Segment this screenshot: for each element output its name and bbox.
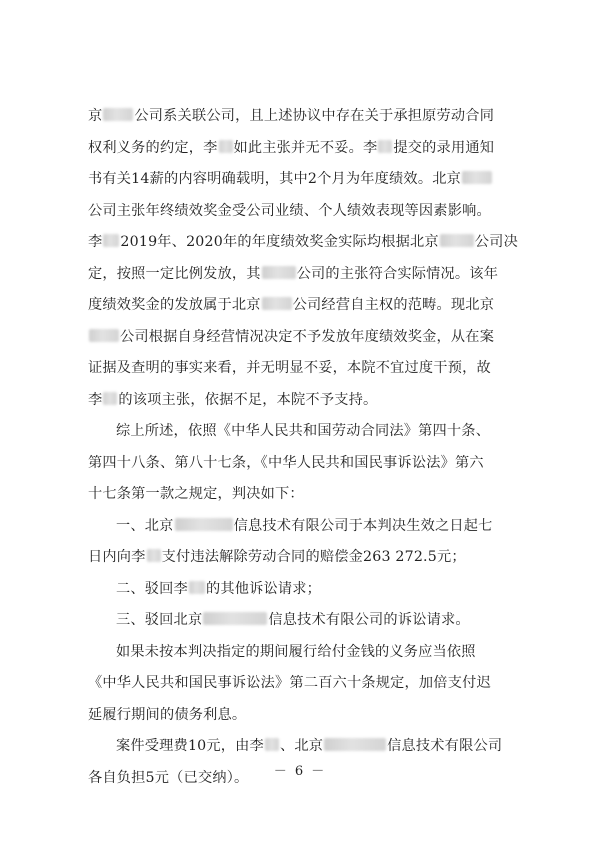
page-number: － 6 － <box>273 764 327 779</box>
redacted-name <box>324 738 386 751</box>
text-fragment: 延履行期间的债务利息。 <box>88 706 247 723</box>
text-fragment: 的该项主张，依据不足，本院不予支持。 <box>118 391 378 408</box>
text-line <box>88 353 520 385</box>
text-fragment: 证据及查明的事实来看，并无明显不妥，本院不宜过度干预，故 <box>88 360 491 376</box>
text-line <box>88 196 520 228</box>
redacted-name <box>89 329 119 342</box>
redacted-name <box>378 140 392 153</box>
text-fragment: 信息技术有限公司的诉讼请求。 <box>268 612 470 628</box>
text-fragment: 公司主张年终绩效奖金受公司业绩、个人绩效表现等因素影响。 <box>88 202 491 219</box>
redacted-name <box>103 392 117 405</box>
text-fragment: 的其他诉讼请求； <box>205 580 322 597</box>
text-fragment: 日内向李 <box>88 549 146 565</box>
text-line <box>88 259 520 291</box>
text-line <box>88 637 520 669</box>
text-fragment: 京 <box>88 108 103 124</box>
redacted-name <box>219 140 233 153</box>
text-line <box>88 668 520 700</box>
text-line <box>88 731 520 763</box>
redacted-name <box>462 171 492 184</box>
text-line <box>88 164 520 196</box>
redacted-name <box>175 518 233 531</box>
text-fragment: 公司系关联公司，且上述协议中存在关于承担原劳动合同 <box>134 108 495 124</box>
text-line <box>88 385 520 417</box>
text-line <box>88 605 520 637</box>
text-line <box>88 101 520 133</box>
text-fragment: 支付违法解除劳动合同的赔偿金263 272.5元； <box>161 549 466 565</box>
judgment-body <box>88 101 520 794</box>
redacted-name <box>262 297 292 310</box>
text-fragment: 2019年、2020年的年度绩效奖金实际均根据北京 <box>120 234 439 250</box>
text-fragment: 书有关14薪的内容明确载明，其中2个月为年度绩效。北京 <box>88 171 461 187</box>
text-fragment: 公司的主张符合实际情况。该年 <box>296 265 499 282</box>
text-fragment: 《中华人民共和国民事诉讼法》第二百六十条规定，加倍支付迟 <box>88 675 491 691</box>
text-line <box>88 542 520 574</box>
text-fragment: 案件受理费10元，由李 <box>116 738 264 754</box>
text-fragment: 综上所述，依照《中华人民共和国劳动合同法》第四十条、 <box>116 423 491 439</box>
text-fragment: 第四十八条、第八十七条，《中华人民共和国民事诉讼法》第六 <box>88 454 484 471</box>
text-fragment: 各自负担5元（已交纳）。 <box>88 769 249 786</box>
text-line <box>88 479 520 511</box>
redacted-name <box>147 549 161 562</box>
text-fragment: 十七条第一款之规定，判决如下： <box>88 486 304 502</box>
text-fragment: 、北京 <box>279 738 324 754</box>
text-fragment: 如此主张并无不妥。李 <box>233 139 378 156</box>
redacted-name <box>262 266 296 279</box>
text-line <box>88 511 520 543</box>
text-line <box>88 700 520 732</box>
text-line <box>88 574 520 606</box>
text-fragment: 一、北京 <box>116 517 174 534</box>
text-line <box>88 448 520 480</box>
text-fragment: 定，按照一定比例发放，其 <box>88 265 261 282</box>
text-fragment: 三、驳回北京 <box>116 612 203 628</box>
text-fragment: 权利义务的约定，李 <box>88 139 218 156</box>
text-line <box>88 416 520 448</box>
text-fragment: 二、驳回李 <box>116 580 188 597</box>
text-fragment: 公司根据自身经营情况决定不予发放年度绩效奖金，从在案 <box>120 328 495 345</box>
text-fragment: 公司决 <box>474 234 518 250</box>
redacted-name <box>203 612 267 625</box>
text-fragment: 提交的录用通知 <box>393 139 495 156</box>
text-fragment: 李 <box>88 234 103 250</box>
text-line <box>88 322 520 354</box>
text-line <box>88 290 520 322</box>
redacted-name <box>265 738 279 751</box>
text-line <box>88 227 520 259</box>
redacted-name <box>189 581 205 594</box>
text-fragment: 公司经营自主权的范畴。现北京 <box>292 297 495 313</box>
text-fragment: 度绩效奖金的发放属于北京 <box>88 297 261 313</box>
text-fragment: 李 <box>88 391 103 408</box>
text-fragment: 信息技术有限公司于本判决生效之日起七 <box>233 517 493 534</box>
redacted-name <box>440 234 474 247</box>
redacted-name <box>103 234 119 247</box>
text-fragment: 信息技术有限公司 <box>387 738 503 754</box>
text-line <box>88 133 520 165</box>
text-fragment: 如果未按本判决指定的期间履行给付金钱的义务应当依照 <box>116 643 476 660</box>
redacted-name <box>103 108 133 121</box>
